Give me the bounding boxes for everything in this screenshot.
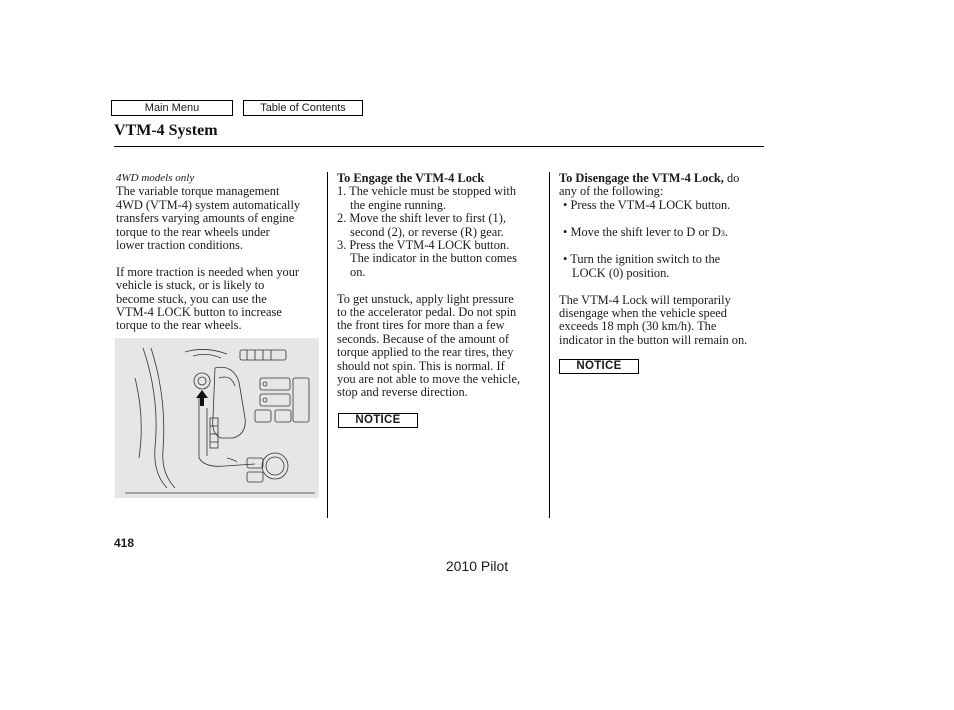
traction-line: torque to the rear wheels.: [116, 318, 242, 333]
model-note: 4WD models only: [116, 172, 195, 184]
column-divider-1: [327, 172, 328, 518]
traction-line: vehicle is stuck, or is likely to: [116, 278, 265, 293]
page-title: VTM-4 System: [114, 122, 218, 139]
bullet-shift-lever: • Move the shift lever to D or D3.: [563, 224, 728, 239]
intro-line: lower traction conditions.: [116, 238, 243, 253]
header-rule: [114, 146, 764, 147]
intro-line: torque to the rear wheels under: [116, 224, 270, 239]
unstuck-line: you are not able to move the vehicle,: [337, 372, 521, 387]
unstuck-line: to the accelerator pedal. Do not spin: [337, 305, 517, 320]
step-3: 3. Press the VTM-4 LOCK button. The indicator in the button comes on.: [337, 238, 517, 279]
bullet-press-button: • Press the VTM-4 LOCK button.: [563, 197, 731, 212]
unstuck-line: stop and reverse direction.: [337, 385, 468, 400]
column-divider-2: [549, 172, 550, 518]
traction-line: become stuck, you can use the: [116, 291, 267, 306]
console-drawing-icon: [115, 338, 319, 498]
disengage-heading: To Disengage the VTM-4 Lock, do any of the following:: [559, 171, 740, 199]
table-of-contents-button[interactable]: Table of Contents: [243, 100, 363, 116]
notice-link-engage[interactable]: NOTICE: [338, 413, 418, 428]
unstuck-line: To get unstuck, apply light pressure: [337, 291, 514, 306]
intro-line: The variable torque management: [116, 184, 280, 199]
unstuck-line: the front tires for more than a few: [337, 318, 505, 333]
vtm4-lock-illustration: [115, 338, 319, 498]
traction-line: If more traction is needed when your: [116, 264, 300, 279]
column-1: [116, 172, 322, 333]
footer-model: 2010 Pilot: [445, 558, 509, 574]
step-2: 2. Move the shift lever to first (1), second (2), or reverse (R) gear.: [337, 211, 506, 239]
disengage-info-line: exceeds 18 mph (30 km/h). The: [559, 319, 717, 334]
step-1: 1. The vehicle must be stopped with the engine running.: [337, 184, 517, 212]
disengage-info-line: The VTM-4 Lock will temporarily: [559, 292, 731, 307]
notice-link-disengage[interactable]: NOTICE: [559, 359, 639, 374]
disengage-info-line: indicator in the button will remain on.: [559, 332, 748, 347]
unstuck-line: seconds. Because of the amount of: [337, 331, 510, 346]
engage-heading: To Engage the VTM-4 Lock: [337, 171, 485, 185]
unstuck-line: torque applied to the rear tires, they: [337, 345, 514, 360]
main-menu-button[interactable]: Main Menu: [111, 100, 233, 116]
column-2: [337, 172, 543, 400]
bullet-ignition: • Turn the ignition switch to the LOCK (0) position.: [563, 252, 721, 280]
intro-line: 4WD (VTM-4) system automatically: [116, 197, 301, 212]
page-number: 418: [114, 536, 135, 550]
disengage-info-line: disengage when the vehicle speed: [559, 306, 727, 321]
unstuck-line: should not spin. This is normal. If: [337, 358, 505, 373]
intro-line: transfers varying amounts of engine: [116, 211, 295, 226]
column-3: [559, 172, 769, 347]
traction-line: VTM-4 LOCK button to increase: [116, 305, 282, 320]
